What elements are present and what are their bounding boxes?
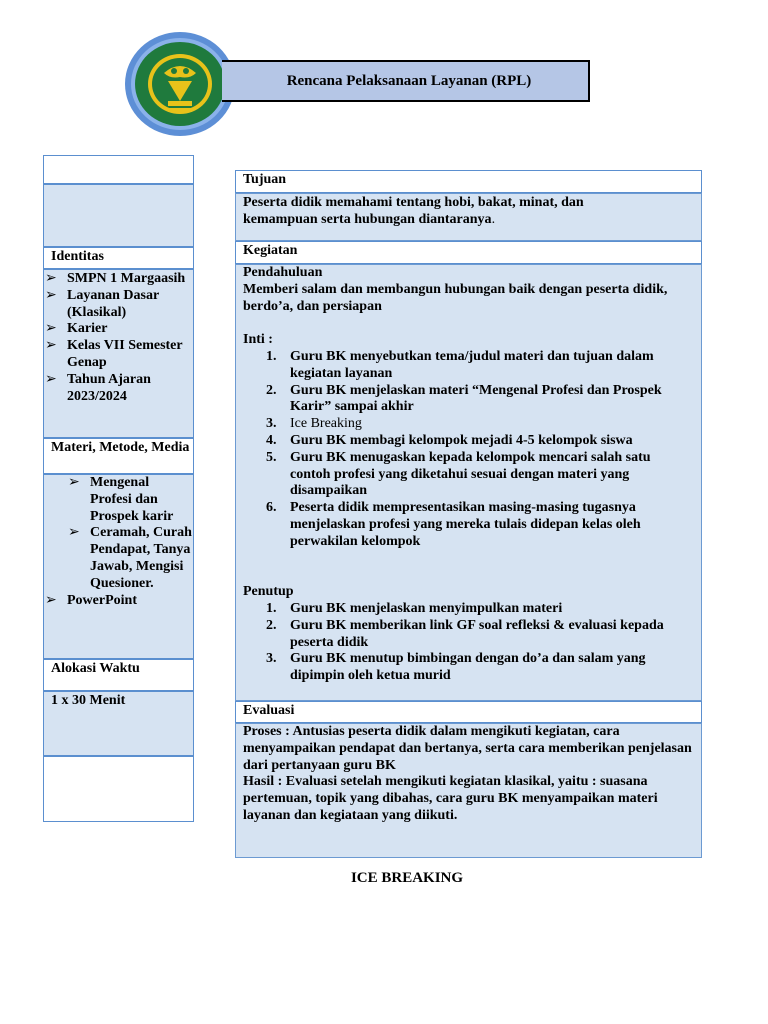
evaluasi-label: Evaluasi bbox=[243, 703, 295, 718]
tujuan-header bbox=[235, 170, 702, 193]
list-item: 2. Guru BK menjelaskan materi “Mengenal Profesi dan Prospek Karir” sampai akhir bbox=[266, 382, 662, 415]
arrow-bullet-icon: ➢ bbox=[68, 525, 80, 541]
pendahuluan-label: Pendahuluan bbox=[243, 265, 323, 280]
document-title-text: Rencana Pelaksanaan Layanan (RPL) bbox=[286, 72, 532, 89]
arrow-bullet-icon: ➢ bbox=[45, 287, 57, 303]
alokasi-label: Alokasi Waktu bbox=[51, 661, 140, 676]
pendahuluan-text: Memberi salam dan membangun hubungan baik dengan peserta didik, berdo’a, dan persiapan bbox=[243, 281, 668, 314]
list-item: ➢ Mengenal Profesi dan Prospek karir bbox=[68, 475, 174, 524]
list-item: 6. Peserta didik mempresentasikan masing-masing tugasnya menjelaskan profesi yang mereka tulais didepan kelas oleh perwakilan kelompok bbox=[266, 500, 641, 549]
inti-list bbox=[243, 349, 694, 551]
materi-content bbox=[43, 474, 194, 659]
alokasi-header bbox=[43, 659, 194, 691]
list-item: ➢ Layanan Dasar (Klasikal) bbox=[45, 287, 159, 320]
list-item: ➢ PowerPoint bbox=[45, 592, 137, 608]
tujuan-text: Peserta didik memahami tentang hobi, bakat, minat, dan kemampuan serta hubungan diantaranya. bbox=[243, 195, 584, 227]
identitas-header bbox=[43, 247, 194, 269]
evaluasi-header bbox=[235, 701, 702, 723]
ikip-siliwangi-logo bbox=[124, 31, 236, 137]
kegiatan-label: Kegiatan bbox=[243, 243, 298, 258]
list-item: ➢ Tahun Ajaran 2023/2024 bbox=[45, 371, 151, 404]
list-item: 3. Ice Breaking bbox=[266, 416, 362, 432]
evaluasi-content bbox=[235, 723, 702, 858]
proses-text: Proses : Antusias peserta didik dalam mengikuti kegiatan, cara menyampaikan pendapat dan bertanya, serta cara memberikan penjelasan dari pertanyaan guru BK bbox=[243, 724, 692, 773]
penutup-label: Penutup bbox=[243, 584, 294, 600]
penutup-list bbox=[243, 601, 694, 685]
document-title bbox=[222, 60, 590, 102]
identitas-list bbox=[44, 271, 193, 405]
materi-list bbox=[44, 475, 193, 593]
materi-list-outer bbox=[44, 593, 193, 610]
left-empty-top bbox=[43, 155, 194, 184]
arrow-bullet-icon: ➢ bbox=[45, 371, 57, 387]
identitas-label: Identitas bbox=[51, 249, 104, 264]
arrow-bullet-icon: ➢ bbox=[45, 321, 57, 337]
list-item: ➢ Karier bbox=[45, 321, 108, 337]
arrow-bullet-icon: ➢ bbox=[45, 592, 57, 608]
kegiatan-header bbox=[235, 241, 702, 264]
list-item: ➢ Kelas VII Semester Genap bbox=[45, 338, 183, 370]
ice-breaking-heading: ICE BREAKING bbox=[350, 870, 464, 886]
alokasi-content bbox=[43, 691, 194, 756]
arrow-bullet-icon: ➢ bbox=[45, 271, 57, 286]
arrow-bullet-icon: ➢ bbox=[45, 338, 57, 354]
list-item: 4. Guru BK membagi kelompok mejadi 4-5 kelompok siswa bbox=[266, 432, 633, 448]
tujuan-label: Tujuan bbox=[243, 172, 287, 187]
left-empty-bottom bbox=[43, 756, 194, 822]
list-item: ➢ SMPN 1 Margaasih bbox=[45, 271, 186, 286]
tujuan-content bbox=[235, 193, 702, 241]
arrow-bullet-icon: ➢ bbox=[68, 475, 80, 490]
list-item: 3. Guru BK menutup bimbingan dengan do’a dan salam yang dipimpin oleh ketua murid bbox=[266, 651, 646, 684]
list-item: 1. Guru BK menyebutkan tema/judul materi dan tujuan dalam kegiatan layanan bbox=[266, 348, 654, 381]
list-item: 1. Guru BK menjelaskan menyimpulkan materi bbox=[266, 600, 563, 616]
kegiatan-content bbox=[235, 264, 702, 701]
list-item: ➢ Ceramah, Curah Pendapat, Tanya Jawab, Mengisi Quesioner. bbox=[68, 525, 192, 591]
identitas-content bbox=[43, 269, 194, 438]
materi-header bbox=[43, 438, 194, 474]
alokasi-value: 1 x 30 Menit bbox=[51, 693, 126, 708]
list-item: 2. Guru BK memberikan link GF soal refleksi & evaluasi kepada peserta didik bbox=[266, 617, 664, 650]
hasil-text: Hasil : Evaluasi setelah mengikuti kegiatan klasikal, yaitu : suasana pertemuan, topik yang dibahas, cara guru BK menyampaikan materi layanan dan kegiataan yang diikuti. bbox=[243, 774, 658, 823]
materi-label: Materi, Metode, Media bbox=[51, 440, 190, 455]
list-item: 5. Guru BK menugaskan kepada kelompok mencari salah satu contoh profesi yang diketahui sesuai dengan materi yang disampaikan bbox=[266, 449, 651, 499]
inti-label: Inti : bbox=[243, 332, 273, 348]
left-empty-block bbox=[43, 184, 194, 247]
